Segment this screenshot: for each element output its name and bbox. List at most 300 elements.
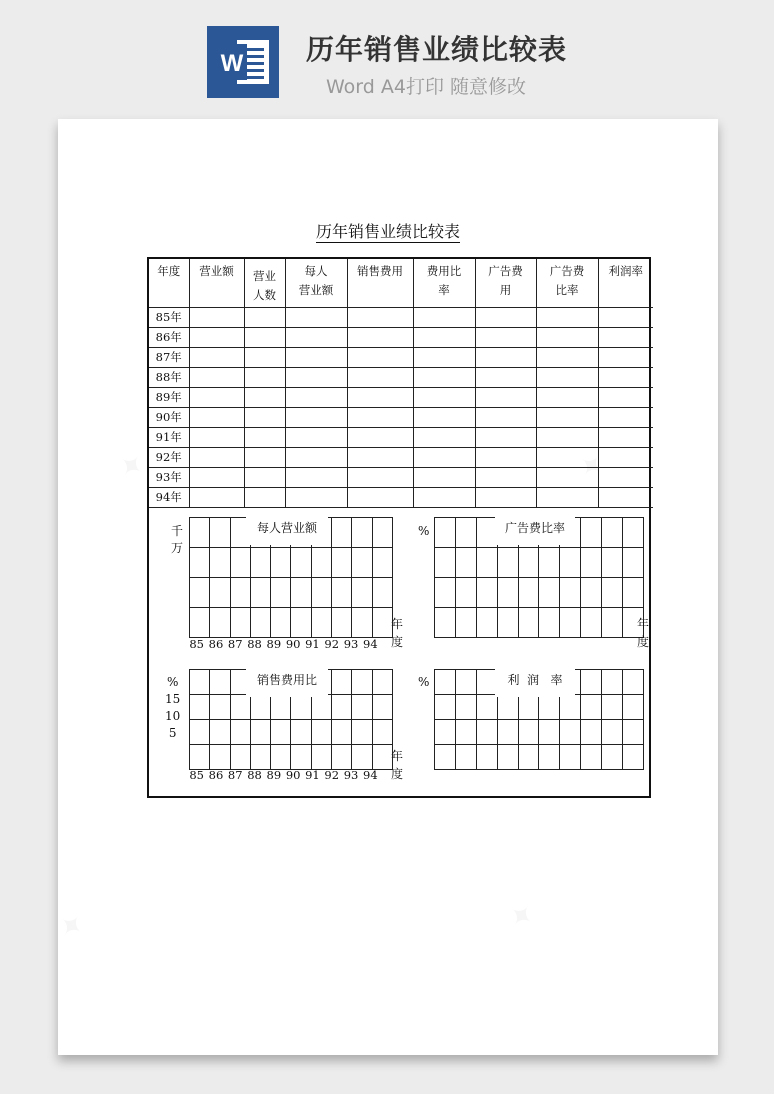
grid-cell [497, 695, 518, 720]
data-cell[interactable] [536, 348, 598, 368]
axis-unit-label [418, 523, 429, 540]
grid-cell [602, 578, 623, 608]
data-cell[interactable] [285, 488, 347, 508]
data-cell[interactable] [536, 428, 598, 448]
grid-cell [230, 608, 250, 638]
chart-title: 利 润 率 [495, 669, 575, 697]
axis-label-text: 千 [171, 524, 184, 538]
data-cell[interactable] [598, 368, 653, 388]
grid-cell [230, 720, 250, 745]
x-axis-ticks [187, 768, 380, 782]
grid-cell [476, 720, 497, 745]
data-cell[interactable] [413, 368, 475, 388]
grid-cell [623, 720, 644, 745]
grid-cell [497, 745, 518, 770]
grid-cell [602, 518, 623, 548]
grid-cell [435, 670, 456, 695]
table-row [149, 328, 653, 348]
column-header-label: 利润率 [608, 264, 643, 278]
column-header-label: 营业额 [298, 283, 334, 297]
grid-cell [623, 670, 644, 695]
column-header-label: 每人 [304, 264, 328, 278]
column-header [475, 259, 536, 308]
svg-text:W: W [220, 50, 244, 77]
tick-label: 86 [208, 768, 224, 782]
grid-cell [581, 578, 602, 608]
word-icon [207, 26, 279, 98]
table-body [149, 308, 653, 508]
data-cell[interactable] [475, 448, 536, 468]
grid-cell [497, 720, 518, 745]
year-cell: 89年 [149, 388, 189, 408]
tick-label: 91 [305, 768, 320, 782]
grid-cell [623, 518, 644, 548]
data-cell[interactable] [347, 348, 413, 368]
tick-label: 93 [343, 637, 359, 651]
data-cell[interactable] [285, 448, 347, 468]
tick-label: 87 [227, 637, 243, 651]
data-cell[interactable] [413, 348, 475, 368]
tick-label: 92 [324, 637, 340, 651]
grid-cell [476, 608, 497, 638]
table-row [149, 468, 653, 488]
grid-cell [250, 548, 270, 578]
data-cell[interactable] [598, 308, 653, 328]
grid-cell [372, 578, 392, 608]
axis-label-text: 15 [165, 692, 181, 706]
data-cell[interactable] [347, 488, 413, 508]
grid-cell [210, 745, 230, 770]
grid-cell [190, 745, 210, 770]
column-header-label: 率 [438, 283, 450, 297]
table-row [149, 428, 653, 448]
data-cell[interactable] [244, 348, 285, 368]
grid-cell [332, 670, 352, 695]
axis-label-text: % [166, 675, 179, 689]
grid-cell [476, 695, 497, 720]
chart-title: 销售费用比 [246, 669, 328, 697]
grid-cell [190, 518, 210, 548]
grid-cell [581, 608, 602, 638]
tick-label: 87 [227, 768, 243, 782]
data-cell[interactable] [244, 428, 285, 448]
grid-cell [332, 518, 352, 548]
grid-cell [311, 720, 331, 745]
column-header-label: 用 [499, 283, 512, 297]
data-cell[interactable] [598, 348, 653, 368]
tick-label: 91 [305, 637, 320, 651]
data-cell[interactable] [189, 468, 244, 488]
grid-cell [455, 745, 476, 770]
grid-cell [372, 695, 392, 720]
page-header [0, 0, 774, 118]
grid-cell [560, 608, 581, 638]
grid-cell [455, 548, 476, 578]
grid-cell [311, 578, 331, 608]
data-cell[interactable] [285, 428, 347, 448]
grid-cell [230, 578, 250, 608]
grid-cell [372, 745, 392, 770]
data-cell[interactable] [189, 428, 244, 448]
column-header [189, 259, 244, 308]
data-cell[interactable] [536, 448, 598, 468]
data-cell[interactable] [244, 488, 285, 508]
data-cell[interactable] [536, 408, 598, 428]
x-axis-ticks [187, 637, 380, 651]
grid-cell [455, 720, 476, 745]
year-cell: 94年 [149, 488, 189, 508]
grid-cell [476, 548, 497, 578]
mini-chart-grid [189, 669, 393, 770]
grid-cell [250, 608, 270, 638]
data-cell[interactable] [285, 368, 347, 388]
grid-cell [623, 578, 644, 608]
table-row [149, 448, 653, 468]
column-header-label: 营业额 [199, 264, 234, 278]
grid-cell [352, 578, 372, 608]
axis-label-text: 度 [391, 635, 404, 649]
grid-cell [560, 745, 581, 770]
axis-year-label [391, 747, 403, 783]
grid-cell [435, 608, 456, 638]
grid-cell [332, 695, 352, 720]
grid-cell [455, 670, 476, 695]
grid-cell [190, 670, 210, 695]
data-cell[interactable] [598, 448, 653, 468]
data-cell[interactable] [347, 428, 413, 448]
grid-cell [539, 548, 560, 578]
grid-cell [602, 695, 623, 720]
chart-title: 每人营业额 [246, 517, 328, 545]
header-subtitle: Word A4打印 随意修改 [326, 76, 527, 98]
grid-cell [291, 608, 311, 638]
grid-cell [518, 548, 539, 578]
data-cell[interactable] [413, 468, 475, 488]
grid-cell [190, 608, 210, 638]
grid-cell [539, 578, 560, 608]
year-cell: 91年 [149, 428, 189, 448]
data-cell[interactable] [536, 308, 598, 328]
data-cell[interactable] [475, 308, 536, 328]
year-cell: 93年 [149, 468, 189, 488]
watermark [110, 445, 151, 488]
grid-cell [602, 720, 623, 745]
axis-label-text: 年 [391, 617, 404, 631]
data-cell[interactable] [413, 448, 475, 468]
data-cell[interactable] [413, 428, 475, 448]
grid-cell [372, 608, 392, 638]
grid-cell [623, 745, 644, 770]
data-cell[interactable] [244, 448, 285, 468]
axis-label-text: 10 [165, 709, 181, 723]
table-row [149, 308, 653, 328]
data-cell[interactable] [244, 328, 285, 348]
tick-label: 92 [324, 768, 340, 782]
grid-cell [539, 608, 560, 638]
grid-cell [210, 578, 230, 608]
grid-cell [271, 548, 291, 578]
grid-cell [602, 548, 623, 578]
grid-cell [539, 695, 560, 720]
mini-chart-grid [434, 517, 644, 638]
column-header-label: 销售费用 [357, 264, 403, 278]
tick-label: 88 [247, 637, 262, 651]
document-title: 历年销售业绩比较表 [315, 222, 460, 241]
grid-cell [455, 608, 476, 638]
grid-cell [497, 608, 518, 638]
table-row [149, 368, 653, 388]
grid-cell [623, 695, 644, 720]
column-header-label: 费用比 [426, 264, 462, 278]
data-cell[interactable] [413, 388, 475, 408]
grid-cell [435, 578, 456, 608]
grid-cell [210, 608, 230, 638]
data-cell[interactable] [189, 408, 244, 428]
data-cell[interactable] [475, 388, 536, 408]
grid-cell [518, 578, 539, 608]
sales-table-frame [147, 257, 651, 798]
grid-cell [210, 548, 230, 578]
grid-cell [271, 578, 291, 608]
watermark [50, 905, 91, 948]
data-cell[interactable] [244, 408, 285, 428]
data-cell[interactable] [598, 468, 653, 488]
grid-cell [190, 720, 210, 745]
grid-cell [497, 578, 518, 608]
data-cell[interactable] [536, 328, 598, 348]
data-cell[interactable] [189, 488, 244, 508]
data-cell[interactable] [189, 328, 244, 348]
column-header [598, 259, 653, 308]
grid-cell [311, 548, 331, 578]
column-header [536, 259, 598, 308]
grid-cell [435, 548, 456, 578]
data-cell[interactable] [598, 328, 653, 348]
tick-label: 94 [363, 637, 378, 651]
year-cell: 86年 [149, 328, 189, 348]
data-cell[interactable] [347, 468, 413, 488]
data-cell[interactable] [475, 328, 536, 348]
column-header [347, 259, 413, 308]
grid-cell [291, 578, 311, 608]
grid-cell [560, 695, 581, 720]
data-cell[interactable] [285, 328, 347, 348]
grid-cell [271, 695, 291, 720]
grid-cell [623, 548, 644, 578]
data-cell[interactable] [244, 368, 285, 388]
grid-cell [190, 548, 210, 578]
grid-cell [311, 695, 331, 720]
grid-cell [435, 745, 456, 770]
grid-cell [372, 720, 392, 745]
table-row [149, 388, 653, 408]
data-cell[interactable] [413, 328, 475, 348]
grid-cell [581, 745, 602, 770]
column-header [285, 259, 347, 308]
grid-cell [250, 745, 270, 770]
axis-label-text: 年 [637, 617, 650, 631]
data-cell[interactable] [189, 368, 244, 388]
data-cell[interactable] [189, 388, 244, 408]
grid-cell [560, 548, 581, 578]
grid-cell [352, 518, 372, 548]
column-header-label: 广告费 [549, 264, 585, 278]
grid-cell [210, 670, 230, 695]
data-cell[interactable] [347, 328, 413, 348]
tick-label: 88 [247, 768, 262, 782]
data-cell[interactable] [413, 408, 475, 428]
year-cell: 85年 [149, 308, 189, 328]
axis-year-label [391, 615, 403, 651]
grid-cell [602, 608, 623, 638]
table-header-row [149, 259, 653, 308]
data-cell[interactable] [285, 348, 347, 368]
grid-cell [332, 720, 352, 745]
column-header-label: 人数 [253, 288, 276, 302]
grid-cell [291, 548, 311, 578]
tick-label: 94 [363, 768, 378, 782]
data-cell[interactable] [475, 428, 536, 448]
column-header-label: 营业 [253, 269, 276, 283]
data-cell[interactable] [347, 368, 413, 388]
grid-cell [210, 695, 230, 720]
chart-title: 广告费比率 [495, 517, 575, 545]
tick-label: 90 [285, 768, 301, 782]
year-cell: 92年 [149, 448, 189, 468]
grid-cell [539, 745, 560, 770]
data-cell[interactable] [536, 368, 598, 388]
grid-cell [581, 670, 602, 695]
grid-cell [455, 578, 476, 608]
data-cell[interactable] [475, 368, 536, 388]
grid-cell [291, 695, 311, 720]
grid-cell [435, 518, 456, 548]
grid-cell [581, 548, 602, 578]
data-cell[interactable] [347, 448, 413, 468]
grid-cell [560, 720, 581, 745]
column-header [149, 259, 189, 308]
axis-label-text: 度 [637, 635, 650, 649]
data-cell[interactable] [598, 488, 653, 508]
grid-cell [352, 720, 372, 745]
data-cell[interactable] [413, 308, 475, 328]
grid-cell [311, 745, 331, 770]
tick-label: 89 [266, 637, 282, 651]
grid-cell [271, 608, 291, 638]
axis-label-text: 5 [168, 726, 177, 740]
mini-chart-grid [434, 669, 644, 770]
column-header [244, 259, 285, 308]
data-cell[interactable] [285, 408, 347, 428]
grid-cell [352, 670, 372, 695]
data-cell[interactable] [347, 408, 413, 428]
column-header-label: 广告费 [488, 264, 523, 278]
axis-label-text: 度 [391, 767, 404, 781]
year-cell: 88年 [149, 368, 189, 388]
data-cell[interactable] [536, 488, 598, 508]
sales-comparison-table [149, 259, 653, 508]
grid-cell [291, 745, 311, 770]
grid-cell [602, 670, 623, 695]
grid-cell [602, 745, 623, 770]
grid-cell [518, 745, 539, 770]
grid-cell [372, 518, 392, 548]
data-cell[interactable] [244, 468, 285, 488]
grid-cell [372, 670, 392, 695]
data-cell[interactable] [536, 388, 598, 408]
grid-cell [332, 745, 352, 770]
year-cell: 87年 [149, 348, 189, 368]
grid-cell [435, 695, 456, 720]
grid-cell [250, 695, 270, 720]
grid-cell [271, 745, 291, 770]
grid-cell [190, 695, 210, 720]
grid-cell [311, 608, 331, 638]
data-cell[interactable] [475, 408, 536, 428]
data-cell[interactable] [347, 388, 413, 408]
data-cell[interactable] [244, 388, 285, 408]
grid-cell [271, 720, 291, 745]
tick-label: 85 [189, 768, 204, 782]
axis-unit-label [171, 523, 183, 557]
table-row [149, 348, 653, 368]
grid-cell [518, 608, 539, 638]
column-header-label: 比率 [555, 283, 579, 297]
grid-cell [455, 518, 476, 548]
data-cell[interactable] [475, 348, 536, 368]
grid-cell [210, 518, 230, 548]
data-cell[interactable] [244, 308, 285, 328]
grid-cell [352, 695, 372, 720]
grid-cell [581, 695, 602, 720]
column-header [413, 259, 475, 308]
grid-cell [230, 695, 250, 720]
data-cell[interactable] [189, 448, 244, 468]
data-cell[interactable] [189, 308, 244, 328]
data-cell[interactable] [598, 408, 653, 428]
axis-unit-label [418, 674, 429, 691]
grid-cell [332, 578, 352, 608]
data-cell[interactable] [475, 468, 536, 488]
mini-chart-grid [189, 517, 393, 638]
data-cell[interactable] [598, 388, 653, 408]
data-cell[interactable] [536, 468, 598, 488]
data-cell[interactable] [189, 348, 244, 368]
grid-cell [332, 548, 352, 578]
grid-cell [581, 720, 602, 745]
data-cell[interactable] [285, 388, 347, 408]
data-cell[interactable] [347, 308, 413, 328]
axis-label-text: % [418, 675, 430, 689]
grid-cell [476, 745, 497, 770]
data-cell[interactable] [413, 488, 475, 508]
grid-cell [230, 548, 250, 578]
tick-label: 85 [189, 637, 204, 651]
data-cell[interactable] [285, 308, 347, 328]
data-cell[interactable] [598, 428, 653, 448]
tick-label: 90 [285, 637, 301, 651]
axis-unit-label [165, 674, 180, 742]
grid-cell [476, 578, 497, 608]
axis-label-text: 年 [391, 749, 404, 763]
data-cell[interactable] [285, 468, 347, 488]
data-cell[interactable] [475, 488, 536, 508]
grid-cell [190, 578, 210, 608]
grid-cell [455, 695, 476, 720]
tick-label: 93 [343, 768, 359, 782]
grid-cell [518, 695, 539, 720]
grid-cell [291, 720, 311, 745]
